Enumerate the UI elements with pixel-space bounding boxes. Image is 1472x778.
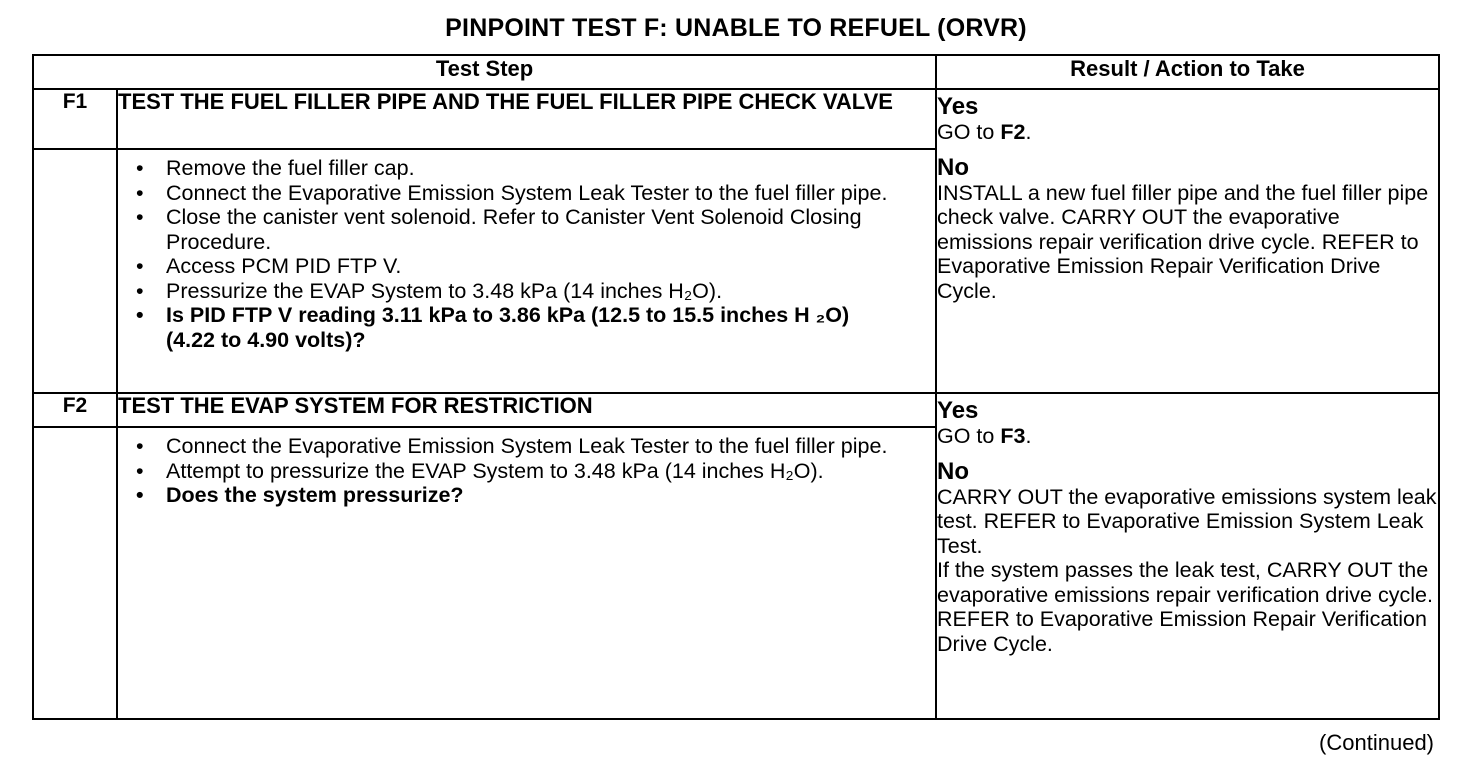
list-item: • Access PCM PID FTP V.: [152, 254, 895, 279]
step-id-spacer: [33, 427, 117, 719]
list-item: • Remove the fuel filler cap.: [152, 156, 895, 181]
yes-target: F3: [1000, 424, 1026, 448]
step-id: F2: [33, 393, 117, 427]
pinpoint-test-table: [32, 54, 1440, 720]
yes-action: GO to F2.: [937, 120, 1032, 144]
step-bullets: [118, 428, 935, 514]
list-item: • Pressurize the EVAP System to 3.48 kPa (14 inches H₂O).: [152, 279, 895, 304]
step-title: TEST THE FUEL FILLER PIPE AND THE FUEL FILLER PIPE CHECK VALVE: [117, 89, 936, 149]
step-title-row: [33, 89, 1439, 149]
step-title: TEST THE EVAP SYSTEM FOR RESTRICTION: [117, 393, 936, 427]
no-action: CARRY OUT the evaporative emissions system leak test. REFER to Evaporative Emission System Leak Test.: [937, 484, 1437, 558]
list-item: • Attempt to pressurize the EVAP System to 3.48 kPa (14 inches H₂O).: [152, 459, 895, 484]
list-item: • Is PID FTP V reading 3.11 kPa to 3.86 kPa (12.5 to 15.5 inches H ₂O) (4.22 to 4.90 volts)?: [152, 303, 895, 352]
list-item: • Close the canister vent solenoid. Refer to Canister Vent Solenoid Closing Procedure.: [152, 205, 895, 254]
yes-target: F2: [1000, 120, 1026, 144]
result-cell: [936, 393, 1439, 719]
yes-action: GO to F3.: [937, 424, 1032, 448]
header-test-step: Test Step: [33, 55, 936, 89]
continued-label: (Continued): [1319, 730, 1434, 755]
no-label: No: [937, 457, 970, 485]
yes-text: GO to: [937, 120, 1001, 144]
yes-label: Yes: [937, 93, 979, 120]
yes-text: GO to: [937, 424, 1001, 448]
list-item: • Does the system pressurize?: [152, 483, 895, 508]
step-title-row: [33, 393, 1439, 427]
step-id-spacer: [33, 149, 117, 393]
yes-label: Yes: [937, 397, 979, 424]
header-result: Result / Action to Take: [936, 55, 1439, 89]
no-action-followup: If the system passes the leak test, CARRY OUT the evaporative emissions repair verification drive cycle. REFER to Evaporative Emission Repair Verification Drive Cycle.: [937, 558, 1433, 656]
page-title: PINPOINT TEST F: UNABLE TO REFUEL (ORVR): [445, 14, 1027, 42]
step-bullets: [118, 150, 935, 358]
step-body: [117, 427, 936, 719]
result-cell: [936, 89, 1439, 393]
list-item: • Connect the Evaporative Emission System Leak Tester to the fuel filler pipe.: [152, 181, 895, 206]
header-row: [33, 55, 1439, 89]
step-id: F1: [33, 89, 117, 149]
no-label: No: [937, 153, 970, 181]
no-action: INSTALL a new fuel filler pipe and the fuel filler pipe check valve. CARRY OUT the evaporative emissions repair verification drive cycle. REFER to Evaporative Emission Repair Verification Drive Cycle.: [937, 180, 1429, 303]
step-body: [117, 149, 936, 393]
list-item: • Connect the Evaporative Emission System Leak Tester to the fuel filler pipe.: [152, 434, 895, 459]
